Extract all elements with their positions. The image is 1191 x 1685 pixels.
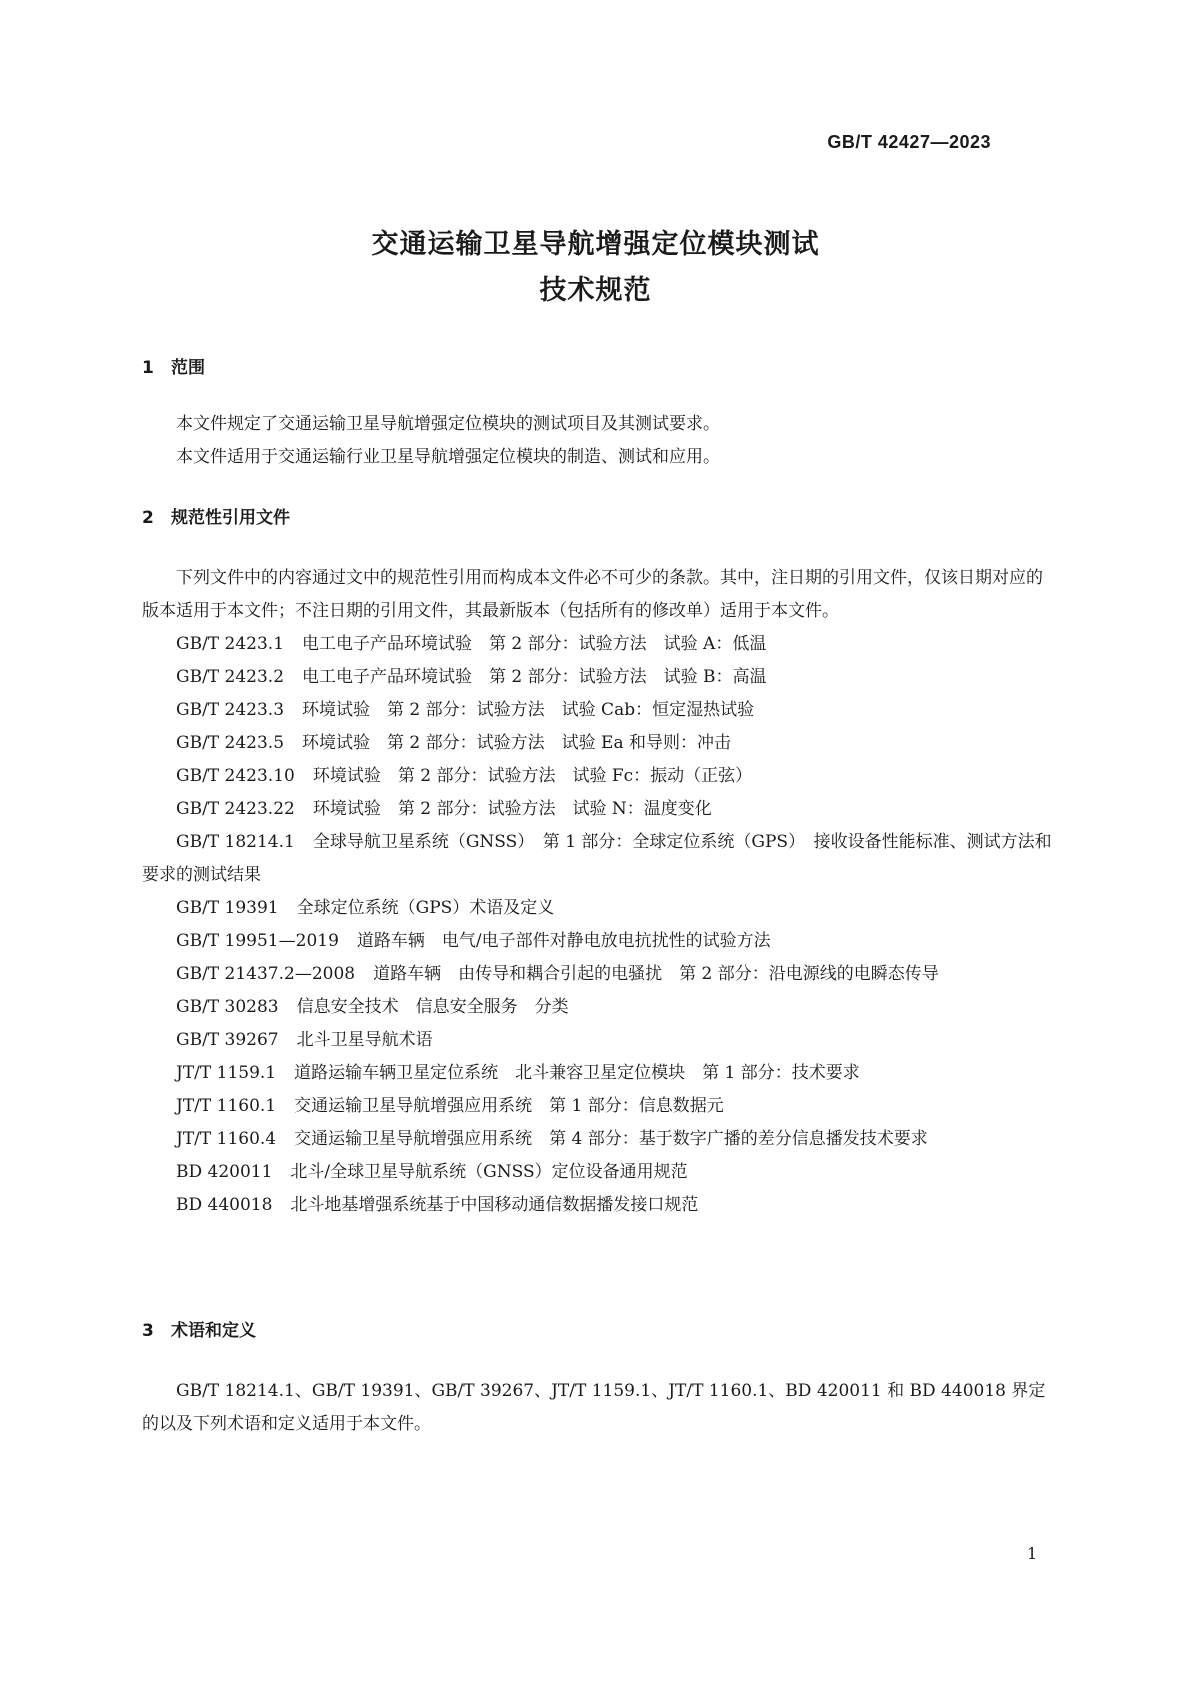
section-2-number: 2 xyxy=(142,508,154,528)
reference-title: 电工电子产品环境试验 第 2 部分：试验方法 试验 A：低温 xyxy=(302,634,767,654)
reference-code: GB/T 39267 xyxy=(176,1030,279,1050)
reference-item xyxy=(142,892,1056,925)
reference-item xyxy=(142,991,1056,1024)
section-2-title: 规范性引用文件 xyxy=(171,508,290,528)
section-2-intro: 下列文件中的内容通过文中的规范性引用而构成本文件必不可少的条款。其中，注日期的引用文件，仅该日期对应的版本适用于本文件；不注日期的引用文件，其最新版本（包括所有的修改单）适用于本文件。 xyxy=(142,568,1043,621)
reference-item xyxy=(142,1024,1056,1057)
reference-title: 环境试验 第 2 部分：试验方法 试验 Ea 和导则：冲击 xyxy=(302,733,732,753)
section-1-title: 范围 xyxy=(171,358,205,378)
reference-code: JT/T 1159.1 xyxy=(176,1063,277,1083)
reference-title: 电工电子产品环境试验 第 2 部分：试验方法 试验 B：高温 xyxy=(302,667,767,687)
paragraph: 本文件适用于交通运输行业卫星导航增强定位模块的制造、测试和应用。 xyxy=(176,447,720,467)
reference-item xyxy=(142,826,1056,892)
reference-title: 道路车辆 由传导和耦合引起的电骚扰 第 2 部分：沿电源线的电瞬态传导 xyxy=(373,964,939,984)
reference-title: 道路运输车辆卫星定位系统 北斗兼容卫星定位模块 第 1 部分：技术要求 xyxy=(294,1063,860,1083)
reference-item xyxy=(142,1057,1056,1090)
reference-code: GB/T 30283 xyxy=(176,997,279,1017)
reference-item xyxy=(142,694,1056,727)
reference-title: 环境试验 第 2 部分：试验方法 试验 N：温度变化 xyxy=(312,799,712,819)
section-3-heading xyxy=(142,1319,256,1343)
reference-code: GB/T 2423.1 xyxy=(176,634,285,654)
reference-code: GB/T 21437.2—2008 xyxy=(176,964,356,984)
page-number: 1 xyxy=(1027,1544,1038,1563)
section-2-body xyxy=(142,562,1056,1222)
reference-title: 全球定位系统（GPS）术语及定义 xyxy=(296,898,555,918)
section-2-heading xyxy=(142,506,290,530)
section-1-body xyxy=(142,408,1056,474)
reference-title: 北斗地基增强系统基于中国移动通信数据播发接口规范 xyxy=(290,1195,699,1215)
section-3-number: 3 xyxy=(142,1321,154,1341)
reference-title: 道路车辆 电气/电子部件对静电放电抗扰性的试验方法 xyxy=(356,931,771,951)
reference-item xyxy=(142,727,1056,760)
reference-title: 交通运输卫星导航增强应用系统 第 1 部分：信息数据元 xyxy=(294,1096,724,1116)
reference-item xyxy=(142,793,1056,826)
reference-title: 北斗/全球卫星导航系统（GNSS）定位设备通用规范 xyxy=(290,1162,688,1182)
reference-code: GB/T 2423.3 xyxy=(176,700,285,720)
section-1-number: 1 xyxy=(142,358,154,378)
section-3-paragraph: GB/T 18214.1、GB/T 19391、GB/T 39267、JT/T 1159.1、JT/T 1160.1、BD 420011 和 BD 440018 界定的以及下列术语和定义适用于本文件。 xyxy=(142,1381,1046,1434)
reference-item xyxy=(142,1189,1056,1222)
title-line-1: 交通运输卫星导航增强定位模块测试 xyxy=(371,229,820,260)
reference-title: 环境试验 第 2 部分：试验方法 试验 Cab：恒定湿热试验 xyxy=(302,700,755,720)
reference-code: GB/T 19951—2019 xyxy=(176,931,339,951)
reference-item xyxy=(142,1123,1056,1156)
reference-code: BD 420011 xyxy=(176,1162,273,1182)
reference-code: GB/T 2423.5 xyxy=(176,733,285,753)
reference-code: GB/T 2423.2 xyxy=(176,667,285,687)
standard-number: GB/T 42427—2023 xyxy=(827,132,991,152)
title-line-2: 技术规范 xyxy=(539,275,652,306)
reference-item xyxy=(142,661,1056,694)
reference-item xyxy=(142,760,1056,793)
document-title xyxy=(0,222,1191,314)
reference-code: GB/T 2423.22 xyxy=(176,799,295,819)
reference-item xyxy=(142,628,1056,661)
section-3-title: 术语和定义 xyxy=(171,1321,256,1341)
reference-code: BD 440018 xyxy=(176,1195,273,1215)
reference-item xyxy=(142,1156,1056,1189)
section-1-heading xyxy=(142,356,205,380)
reference-item xyxy=(142,958,1056,991)
paragraph: 本文件规定了交通运输卫星导航增强定位模块的测试项目及其测试要求。 xyxy=(176,414,720,434)
reference-item xyxy=(142,1090,1056,1123)
reference-title: 交通运输卫星导航增强应用系统 第 4 部分：基于数字广播的差分信息播发技术要求 xyxy=(294,1129,928,1149)
reference-title: 全球导航卫星系统（GNSS） 第 1 部分：全球定位系统（GPS） 接收设备性能标准、测试方法和要求的测试结果 xyxy=(142,832,1052,885)
reference-list xyxy=(142,628,1056,1222)
reference-title: 信息安全技术 信息安全服务 分类 xyxy=(296,997,569,1017)
reference-code: GB/T 2423.10 xyxy=(176,766,295,786)
reference-item xyxy=(142,925,1056,958)
reference-title: 环境试验 第 2 部分：试验方法 试验 Fc：振动（正弦） xyxy=(312,766,753,786)
reference-code: GB/T 18214.1 xyxy=(176,832,295,852)
section-3-body xyxy=(142,1375,1056,1441)
reference-code: JT/T 1160.1 xyxy=(176,1096,277,1116)
reference-title: 北斗卫星导航术语 xyxy=(296,1030,433,1050)
reference-code: JT/T 1160.4 xyxy=(176,1129,277,1149)
reference-code: GB/T 19391 xyxy=(176,898,279,918)
